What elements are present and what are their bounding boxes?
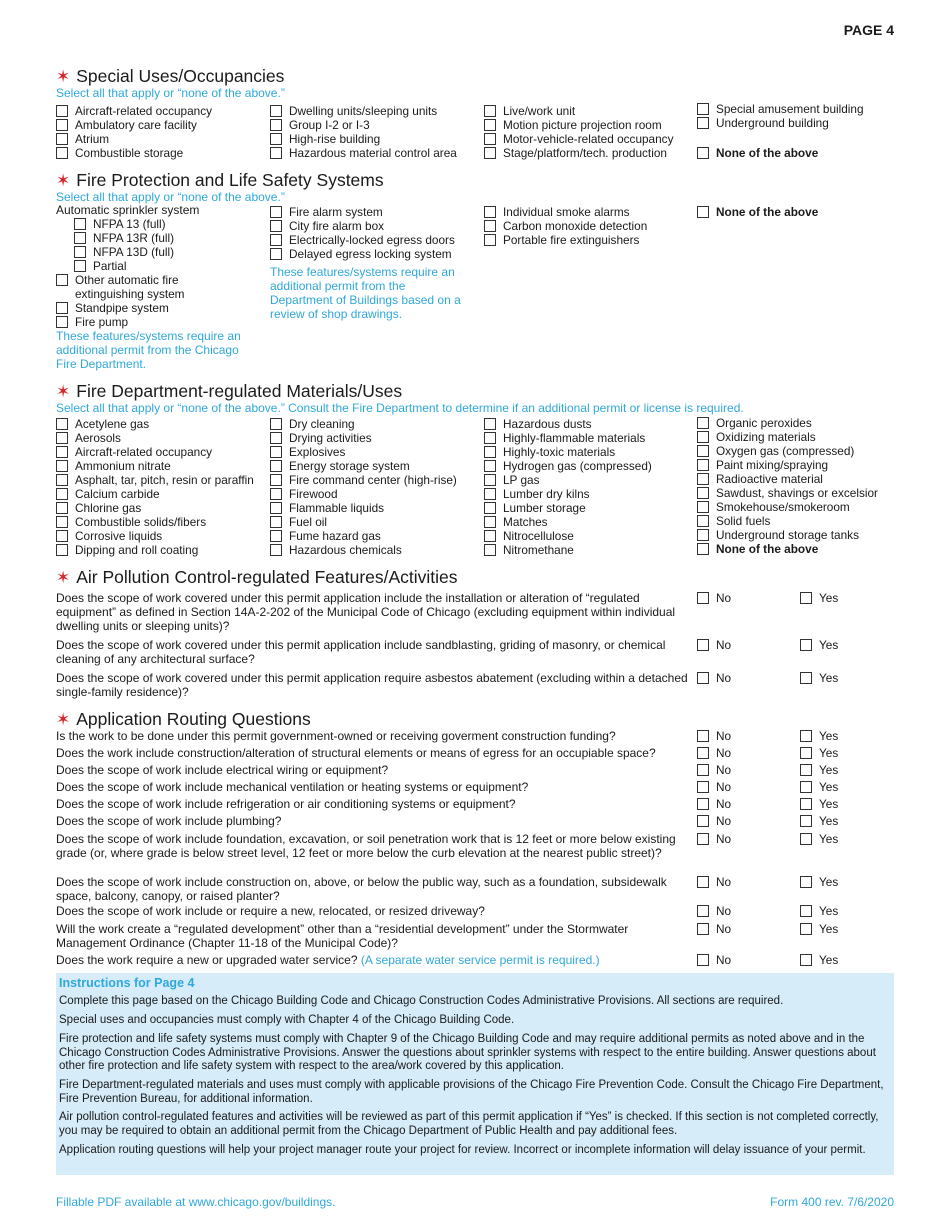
checkbox-icon[interactable] (697, 954, 709, 966)
yes-label: Yes (819, 671, 839, 685)
checkbox-icon[interactable] (697, 206, 709, 218)
checkbox-label: Highly-flammable materials (503, 431, 646, 445)
question-text: Does the scope of work include electrical wiring or equipment? (56, 763, 389, 777)
checkbox-icon[interactable] (484, 234, 496, 246)
checkbox-label: Aircraft-related occupancy (75, 104, 213, 118)
no-label: No (716, 763, 732, 777)
checkbox-icon[interactable] (800, 954, 812, 966)
checkbox-label: Delayed egress locking system (289, 247, 452, 261)
checkbox-icon[interactable] (56, 460, 68, 472)
checkbox-icon[interactable] (270, 133, 282, 145)
question-text: Does the scope of work include mechanical ventilation or heating systems or equipment? (56, 780, 529, 794)
yes-label: Yes (819, 832, 839, 846)
checkbox-icon[interactable] (56, 488, 68, 500)
no-label: No (716, 797, 732, 811)
question-text: Does the scope of work include refrigeration or air conditioning systems or equipment? (56, 797, 516, 811)
fire-dept-permit-note: These features/systems require an additional permit from the Chicago Fire Department. (56, 329, 241, 371)
checkbox-label: Highly-toxic materials (503, 445, 616, 459)
checkbox-label: High-rise building (289, 132, 381, 146)
yes-label: Yes (819, 780, 839, 794)
checkbox-icon[interactable] (800, 639, 812, 651)
checkbox-label: Ammonium nitrate (75, 459, 171, 473)
checkbox-icon[interactable] (697, 445, 709, 457)
checkbox-icon[interactable] (484, 206, 496, 218)
instructions-box (56, 973, 894, 1175)
yes-label: Yes (819, 875, 839, 889)
checkbox-icon[interactable] (697, 473, 709, 485)
footer-pdf-link[interactable]: Fillable PDF available at www.chicago.gov/buildings. (56, 1195, 336, 1209)
checkbox-label: extinguishing system (75, 287, 185, 301)
air-pollution-question (56, 591, 688, 633)
no-label: No (716, 953, 732, 967)
checkbox-icon[interactable] (484, 488, 496, 500)
checkbox-label: Partial (93, 259, 127, 273)
checkbox-icon[interactable] (697, 764, 709, 776)
checkbox-label: Stage/platform/tech. production (503, 146, 667, 160)
checkbox-label: Fume hazard gas (289, 529, 381, 543)
checkbox-label: NFPA 13 (full) (93, 217, 166, 231)
checkbox-label: Fire command center (high-rise) (289, 473, 457, 487)
section-title-text: Special Uses/Occupancies (76, 66, 285, 86)
checkbox-label: Lumber dry kilns (503, 487, 590, 501)
checkbox-icon[interactable] (484, 544, 496, 556)
checkbox-label: Flammable liquids (289, 501, 385, 515)
checkbox-label: Energy storage system (289, 459, 410, 473)
checkbox-icon[interactable] (484, 460, 496, 472)
checkbox-icon[interactable] (697, 639, 709, 651)
checkbox-icon[interactable] (697, 103, 709, 115)
checkbox-icon[interactable] (270, 119, 282, 131)
checkbox-icon[interactable] (697, 592, 709, 604)
checkbox-icon[interactable] (800, 815, 812, 827)
checkbox-label: Hazardous dusts (503, 417, 592, 431)
checkbox-icon[interactable] (800, 730, 812, 742)
checkbox-icon[interactable] (800, 833, 812, 845)
sprinkler-system-label: Automatic sprinkler system (56, 203, 200, 217)
checkbox-label: Dipping and roll coating (75, 543, 199, 557)
routing-question (56, 780, 688, 794)
instruction-fire-dept-materials: Select all that apply or “none of the above.” Consult the Fire Department to determine if an additional permit or license is required. (56, 401, 744, 415)
checkbox-label: Ambulatory care facility (75, 118, 197, 132)
no-label: No (716, 875, 732, 889)
checkbox-label: Dry cleaning (289, 417, 355, 431)
checkbox-icon[interactable] (484, 147, 496, 159)
checkbox-icon[interactable] (270, 502, 282, 514)
yes-label: Yes (819, 746, 839, 760)
instruction-special-uses: Select all that apply or “none of the above.” (56, 86, 285, 100)
routing-question (56, 763, 688, 777)
instructions-paragraph: Fire protection and life safety systems must comply with Chapter 9 of the Chicago Building Code and may require additional permits as noted above and in the Chicago Construction Codes Administrative Provisions. Answer the questions about sprinkler systems with respect to the entire building. Answer questions about other fire protection and life safety system with respect to the area/work covered by this application. (59, 1033, 876, 1072)
checkbox-icon[interactable] (484, 446, 496, 458)
section-title-fire-dept-materials (56, 381, 402, 402)
checkbox-icon[interactable] (270, 147, 282, 159)
checkbox-icon[interactable] (697, 876, 709, 888)
section-title-text: Air Pollution Control-regulated Features/Activities (76, 567, 458, 587)
yes-label: Yes (819, 922, 839, 936)
instructions-paragraph: Fire Department-regulated materials and uses must comply with applicable provisions of the Chicago Fire Prevention Code. Consult the Chicago Fire Department, Fire Prevention Bureau, for additional information. (59, 1079, 884, 1105)
checkbox-icon[interactable] (800, 781, 812, 793)
checkbox-icon[interactable] (697, 431, 709, 443)
checkbox-icon[interactable] (800, 747, 812, 759)
checkbox-icon[interactable] (270, 206, 282, 218)
checkbox-label: Fire alarm system (289, 205, 383, 219)
checkbox-icon[interactable] (697, 815, 709, 827)
checkbox-label: Sawdust, shavings or excelsior (716, 486, 878, 500)
checkbox-icon[interactable] (697, 747, 709, 759)
checkbox-icon[interactable] (697, 417, 709, 429)
checkbox-label: Organic peroxides (716, 416, 812, 430)
checkbox-label: Dwelling units/sleeping units (289, 104, 438, 118)
checkbox-icon[interactable] (270, 234, 282, 246)
question-text: Does the scope of work include construction on, above, or below the public way, such as a foundation, subsidewalk space, balcony, canopy, or raised planter? (56, 875, 667, 903)
red-star-icon: ✶ (56, 67, 71, 86)
checkbox-icon[interactable] (270, 544, 282, 556)
checkbox-label: None of the above (716, 205, 819, 219)
checkbox-icon[interactable] (270, 220, 282, 232)
question-text: Does the scope of work include or require a new, relocated, or resized driveway? (56, 904, 485, 918)
air-pollution-question (56, 638, 688, 666)
routing-question (56, 832, 688, 860)
question-text: Does the scope of work covered under this permit application include the installation or alteration of “regulated equipment” as defined in Section 14A-2-202 of the Municipal Code of Chicago (excluding equipment within individual dwelling units or sleeping units)? (56, 591, 676, 633)
checkbox-icon[interactable] (56, 502, 68, 514)
checkbox-icon[interactable] (270, 432, 282, 444)
checkbox-icon[interactable] (270, 516, 282, 528)
checkbox-label: NFPA 13R (full) (93, 231, 175, 245)
no-label: No (716, 814, 732, 828)
checkbox-label: LP gas (503, 473, 540, 487)
section-title-fire-protection (56, 170, 384, 191)
routing-question (56, 746, 688, 760)
red-star-icon: ✶ (56, 568, 71, 587)
checkbox-label: Chlorine gas (75, 501, 142, 515)
yes-label: Yes (819, 763, 839, 777)
routing-question (56, 922, 688, 950)
checkbox-label: Acetylene gas (75, 417, 150, 431)
checkbox-label: Special amusement building (716, 102, 864, 116)
checkbox-icon[interactable] (56, 418, 68, 430)
checkbox-label: Combustible solids/fibers (75, 515, 207, 529)
checkbox-icon[interactable] (270, 488, 282, 500)
checkbox-label: Oxygen gas (compressed) (716, 444, 855, 458)
checkbox-label: Nitrocellulose (503, 529, 574, 543)
no-label: No (716, 780, 732, 794)
checkbox-icon[interactable] (697, 730, 709, 742)
checkbox-icon[interactable] (697, 833, 709, 845)
checkbox-icon[interactable] (74, 246, 86, 258)
checkbox-label: Motor-vehicle-related occupancy (503, 132, 674, 146)
checkbox-label: None of the above (716, 146, 819, 160)
checkbox-icon[interactable] (484, 502, 496, 514)
instructions-paragraph: Special uses and occupancies must comply with Chapter 4 of the Chicago Building Code. (59, 1014, 515, 1026)
checkbox-icon[interactable] (697, 117, 709, 129)
checkbox-label: Solid fuels (716, 514, 771, 528)
no-label: No (716, 638, 732, 652)
yes-label: Yes (819, 638, 839, 652)
question-text: Will the work create a “regulated development” other than a “residential development” under the Stormwater Management Ordinance (Chapter 11-18 of the Municipal Code)? (56, 922, 629, 950)
routing-question (56, 797, 688, 811)
routing-question (56, 953, 688, 967)
checkbox-label: Lumber storage (503, 501, 586, 515)
section-title-text: Fire Department-regulated Materials/Uses (76, 381, 403, 401)
checkbox-icon[interactable] (74, 260, 86, 272)
checkbox-label: NFPA 13D (full) (93, 245, 175, 259)
checkbox-icon[interactable] (270, 460, 282, 472)
no-label: No (716, 746, 732, 760)
checkbox-label: Underground building (716, 116, 829, 130)
checkbox-label: Underground storage tanks (716, 528, 859, 542)
no-label: No (716, 591, 732, 605)
air-pollution-question (56, 671, 688, 699)
checkbox-icon[interactable] (56, 544, 68, 556)
checkbox-label: Combustible storage (75, 146, 184, 160)
no-label: No (716, 729, 732, 743)
section-title-routing (56, 709, 311, 730)
checkbox-icon[interactable] (697, 501, 709, 513)
section-title-air-pollution (56, 567, 458, 588)
checkbox-icon[interactable] (484, 119, 496, 131)
instructions-paragraph: Application routing questions will help your project manager route your project for review. Incorrect or incomplete information will delay issuance of your permit. (59, 1144, 866, 1156)
checkbox-label: Aerosols (75, 431, 121, 445)
checkbox-label: Fire pump (75, 315, 129, 329)
checkbox-icon[interactable] (484, 530, 496, 542)
checkbox-icon[interactable] (800, 672, 812, 684)
checkbox-icon[interactable] (56, 530, 68, 542)
checkbox-icon[interactable] (484, 133, 496, 145)
question-text: Does the scope of work covered under this permit application require asbestos abatement (excluding within a detached single-family residence)? (56, 671, 688, 699)
no-label: No (716, 832, 732, 846)
checkbox-label: Matches (503, 515, 548, 529)
section-title-text: Fire Protection and Life Safety Systems (76, 170, 384, 190)
checkbox-icon[interactable] (484, 105, 496, 117)
checkbox-icon[interactable] (270, 105, 282, 117)
checkbox-label: Explosives (289, 445, 346, 459)
instructions-paragraph: Air pollution control-regulated features and activities will be reviewed as part of this permit application if “Yes” is checked. If this section is not completed correctly, you may be required to obtain an additional permit from the Chicago Department of Public Health and pay additional fees. (59, 1111, 879, 1137)
checkbox-label: Hazardous chemicals (289, 543, 402, 557)
checkbox-icon[interactable] (56, 133, 68, 145)
checkbox-icon[interactable] (56, 316, 68, 328)
checkbox-icon[interactable] (697, 905, 709, 917)
checkbox-icon[interactable] (697, 147, 709, 159)
checkbox-icon[interactable] (270, 530, 282, 542)
checkbox-label: Live/work unit (503, 104, 576, 118)
checkbox-label: Motion picture projection room (503, 118, 662, 132)
page-number: PAGE 4 (843, 22, 894, 38)
checkbox-icon[interactable] (56, 105, 68, 117)
checkbox-icon[interactable] (56, 474, 68, 486)
checkbox-label: Standpipe system (75, 301, 169, 315)
checkbox-label: Nitromethane (503, 543, 574, 557)
yes-label: Yes (819, 797, 839, 811)
routing-question (56, 814, 688, 828)
checkbox-icon[interactable] (800, 798, 812, 810)
checkbox-label: Atrium (75, 132, 110, 146)
checkbox-label: City fire alarm box (289, 219, 385, 233)
checkbox-icon[interactable] (697, 543, 709, 555)
checkbox-icon[interactable] (270, 474, 282, 486)
checkbox-label: Asphalt, tar, pitch, resin or paraffin (75, 473, 254, 487)
checkbox-label: Drying activities (289, 431, 372, 445)
checkbox-label: Oxidizing materials (716, 430, 816, 444)
red-star-icon: ✶ (56, 171, 71, 190)
checkbox-label: Smokehouse/smokeroom (716, 500, 850, 514)
question-text: Does the scope of work covered under this permit application include sandblasting, griding of masonry, or chemical cleaning of any architectural surface? (56, 638, 666, 666)
instructions-paragraph: Complete this page based on the Chicago Building Code and Chicago Construction Codes Administrative Provisions. All sections are required. (59, 995, 784, 1007)
instructions-title: Instructions for Page 4 (59, 976, 195, 990)
yes-label: Yes (819, 904, 839, 918)
checkbox-icon[interactable] (697, 798, 709, 810)
yes-label: Yes (819, 814, 839, 828)
no-label: No (716, 922, 732, 936)
checkbox-icon[interactable] (56, 274, 68, 286)
checkbox-label: None of the above (716, 542, 819, 556)
checkbox-icon[interactable] (270, 446, 282, 458)
checkbox-icon[interactable] (56, 147, 68, 159)
checkbox-icon[interactable] (697, 781, 709, 793)
no-label: No (716, 904, 732, 918)
routing-question (56, 875, 688, 903)
checkbox-icon[interactable] (56, 446, 68, 458)
checkbox-icon[interactable] (800, 905, 812, 917)
checkbox-icon[interactable] (270, 418, 282, 430)
checkbox-icon[interactable] (56, 302, 68, 314)
checkbox-icon[interactable] (697, 487, 709, 499)
checkbox-label: Individual smoke alarms (503, 205, 630, 219)
checkbox-icon[interactable] (74, 218, 86, 230)
checkbox-label: Group I-2 or I-3 (289, 118, 370, 132)
checkbox-icon[interactable] (697, 459, 709, 471)
footer-form-revision: Form 400 rev. 7/6/2020 (770, 1195, 894, 1209)
buildings-permit-note: These features/systems require an additional permit from the Department of Buildings based on a review of shop drawings. (270, 265, 461, 321)
question-text: Does the scope of work include plumbing? (56, 814, 282, 828)
checkbox-label: Radioactive material (716, 472, 823, 486)
red-star-icon: ✶ (56, 710, 71, 729)
instruction-fire-protection: Select all that apply or “none of the above.” (56, 190, 285, 204)
checkbox-icon[interactable] (56, 432, 68, 444)
checkbox-label: Fuel oil (289, 515, 328, 529)
section-title-text: Application Routing Questions (76, 709, 311, 729)
checkbox-icon[interactable] (74, 232, 86, 244)
yes-label: Yes (819, 729, 839, 743)
checkbox-label: Hydrogen gas (compressed) (503, 459, 652, 473)
yes-label: Yes (819, 591, 839, 605)
checkbox-label: Paint mixing/spraying (716, 458, 829, 472)
checkbox-icon[interactable] (697, 672, 709, 684)
checkbox-icon[interactable] (484, 220, 496, 232)
checkbox-label: Carbon monoxide detection (503, 219, 648, 233)
checkbox-icon[interactable] (56, 516, 68, 528)
checkbox-icon[interactable] (697, 515, 709, 527)
checkbox-label: Firewood (289, 487, 338, 501)
checkbox-icon[interactable] (484, 418, 496, 430)
red-star-icon: ✶ (56, 382, 71, 401)
checkbox-icon[interactable] (697, 529, 709, 541)
checkbox-icon[interactable] (484, 432, 496, 444)
checkbox-icon[interactable] (484, 516, 496, 528)
routing-question (56, 904, 688, 918)
question-text: Does the work require a new or upgraded water service? (56, 953, 358, 967)
no-label: No (716, 671, 732, 685)
routing-question (56, 729, 688, 743)
question-text: Does the scope of work include foundation, excavation, or soil penetration work that is 12 feet or more below existing grade (or, where grade is below street level, 12 feet or more below the curb elevation at the nearest public street)? (56, 832, 676, 860)
checkbox-label: Portable fire extinguishers (503, 233, 640, 247)
water-permit-hint: (A separate water service permit is required.) (360, 953, 600, 967)
checkbox-label: Calcium carbide (75, 487, 160, 501)
checkbox-icon[interactable] (800, 764, 812, 776)
checkbox-icon[interactable] (800, 592, 812, 604)
checkbox-label: Hazardous material control area (289, 146, 457, 160)
checkbox-icon[interactable] (697, 923, 709, 935)
question-text: Does the work include construction/alteration of structural elements or means of egress for an occupiable space? (56, 746, 656, 760)
checkbox-icon[interactable] (800, 876, 812, 888)
yes-label: Yes (819, 953, 839, 967)
checkbox-label: Aircraft-related occupancy (75, 445, 213, 459)
checkbox-icon[interactable] (270, 248, 282, 260)
question-text: Is the work to be done under this permit government-owned or receiving goverment construction funding? (56, 729, 616, 743)
checkbox-icon[interactable] (800, 923, 812, 935)
section-title-special-uses (56, 66, 284, 87)
checkbox-icon[interactable] (56, 119, 68, 131)
checkbox-icon[interactable] (484, 474, 496, 486)
checkbox-label: Other automatic fire (75, 273, 179, 287)
checkbox-label: Corrosive liquids (75, 529, 163, 543)
checkbox-label: Electrically-locked egress doors (289, 233, 455, 247)
